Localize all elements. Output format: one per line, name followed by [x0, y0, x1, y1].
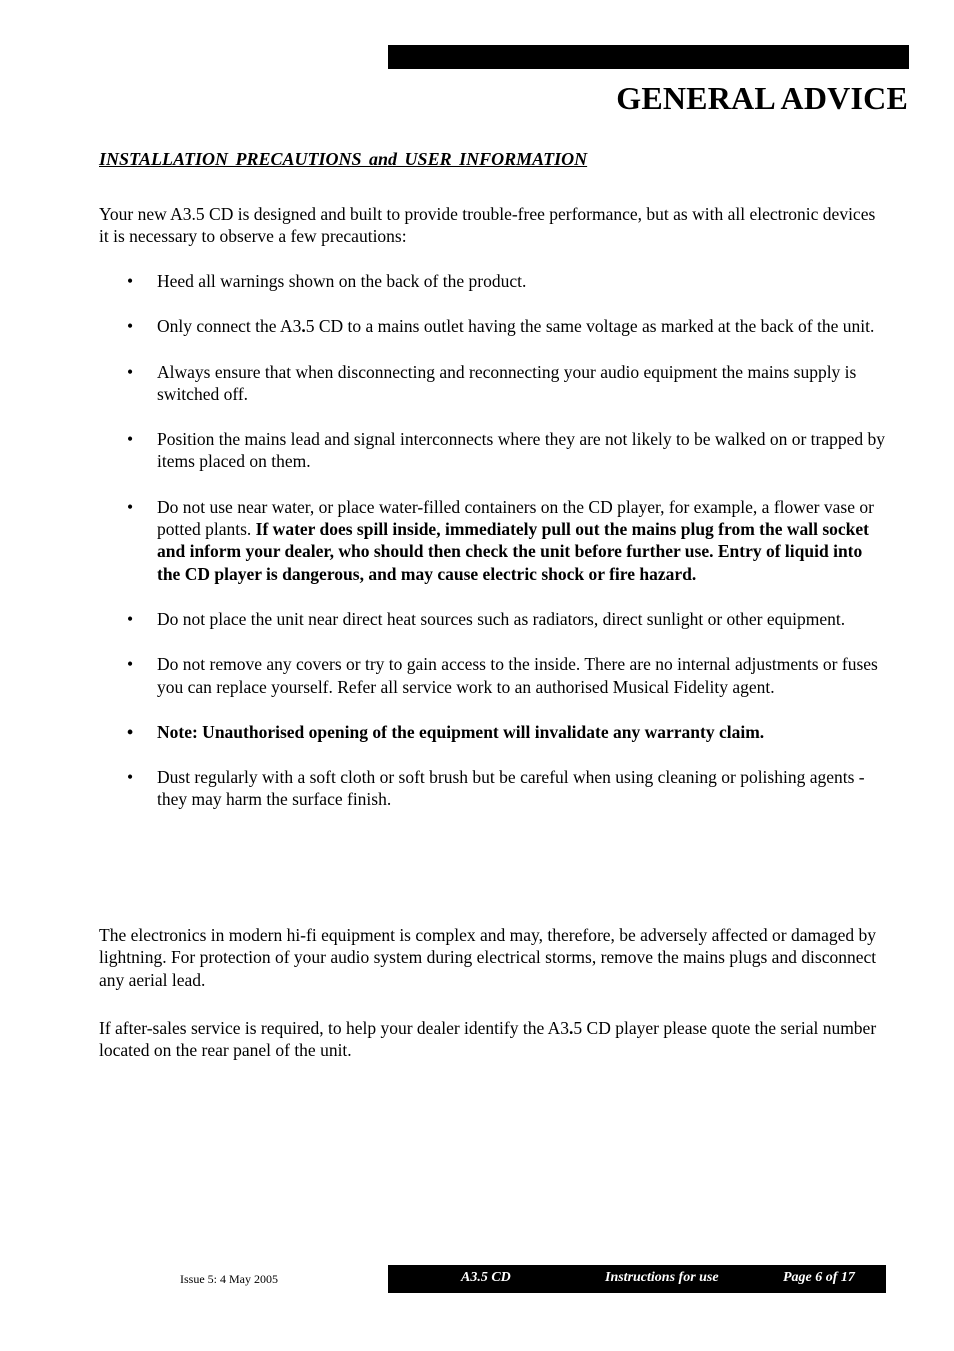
- footer-instructions: Instructions for use: [605, 1270, 719, 1285]
- list-item-text: Do not remove any covers or try to gain access to the inside. There are no internal adjustments or fuses you can replace yourself. Refer all service work to an authorised Musical Fidelity agent.: [157, 654, 878, 697]
- list-item-text: Always ensure that when disconnecting and reconnecting your audio equipment the mains supply is switched off.: [157, 361, 857, 404]
- footer-issue-date: Issue 5: 4 May 2005: [180, 1272, 278, 1286]
- bullet-icon: •: [127, 429, 134, 450]
- warranty-note: [99, 721, 889, 743]
- list-item: [99, 315, 889, 337]
- list-item: [99, 361, 889, 406]
- list-item-text: Heed all warnings shown on the back of the product.: [157, 271, 527, 291]
- list-item-text: Do not place the unit near direct heat sources such as radiators, direct sunlight or other equipment.: [157, 608, 846, 629]
- page-title: GENERAL ADVICE: [616, 80, 908, 116]
- list-item-text-start: Only connect the A3: [157, 316, 302, 337]
- bullet-icon: •: [127, 316, 134, 337]
- list-item: [99, 428, 889, 473]
- intro-paragraph: Your new A3.5 CD is designed and built to provide trouble-free performance, but as with all electronic devices it is necessary to observe a few precautions:: [99, 204, 876, 247]
- list-item-text-end: 5 CD to a mains outlet having the same voltage as marked at the back of the unit.: [305, 316, 875, 337]
- list-item: [99, 766, 889, 811]
- header-bar: [388, 45, 909, 69]
- bullet-icon: •: [127, 767, 134, 788]
- aftersales-text-end: 5 CD player please quote the serial number located on the rear panel of the unit.: [99, 1018, 877, 1061]
- list-item-text: Dust regularly with a soft cloth or soft brush but be careful when using cleaning or polishing agents - they may harm the surface finish.: [157, 767, 865, 810]
- bullet-icon: •: [127, 496, 134, 517]
- precautions-list: [99, 270, 889, 834]
- list-item: [99, 653, 889, 698]
- footer-bar: [388, 1265, 886, 1293]
- list-item-bold-dot: .: [301, 316, 306, 337]
- lightning-paragraph: The electronics in modern hi-fi equipment is complex and may, therefore, be adversely affected or damaged by lightning. For protection of your audio system during electrical storms, remove the mains plugs and disconnect any aerial lead.: [99, 925, 877, 990]
- list-item: [99, 270, 889, 292]
- bullet-icon: •: [127, 721, 134, 742]
- list-item-text: Note: Unauthorised opening of the equipment will invalidate any warranty claim.: [157, 721, 765, 742]
- aftersales-bold-dot: .: [569, 1018, 574, 1038]
- list-item-text: [157, 497, 874, 584]
- footer-model: A3.5 CD: [461, 1270, 511, 1285]
- list-item-text-regular: Do not use near water, or place water-filled containers on the CD player, for example, a flower vase or potted plants.: [157, 496, 874, 540]
- aftersales-paragraph: [99, 1017, 889, 1062]
- aftersales-text-start: If after-sales service is required, to help your dealer identify the A3: [99, 1018, 570, 1038]
- list-item: [99, 496, 889, 585]
- bullet-icon: •: [127, 271, 134, 291]
- bullet-icon: •: [127, 361, 134, 382]
- list-item-text: Position the mains lead and signal interconnects where they are not likely to be walked on or trapped by items placed on them.: [157, 429, 885, 472]
- water-warning-text: If water does spill inside, immediately pull out the mains plug from the wall socket and inform your dealer, who should then check the unit before further use. Entry of liquid into the CD player is dangerous, and may cause electric shock or fire hazard.: [157, 519, 870, 584]
- bullet-icon: •: [127, 654, 134, 675]
- bullet-icon: •: [127, 608, 134, 629]
- list-item: [99, 608, 889, 630]
- list-item-text: [157, 316, 874, 336]
- section-title: INSTALLATION PRECAUTIONS and USER INFORMATION: [99, 149, 588, 169]
- footer-page-number: Page 6 of 17: [783, 1270, 855, 1285]
